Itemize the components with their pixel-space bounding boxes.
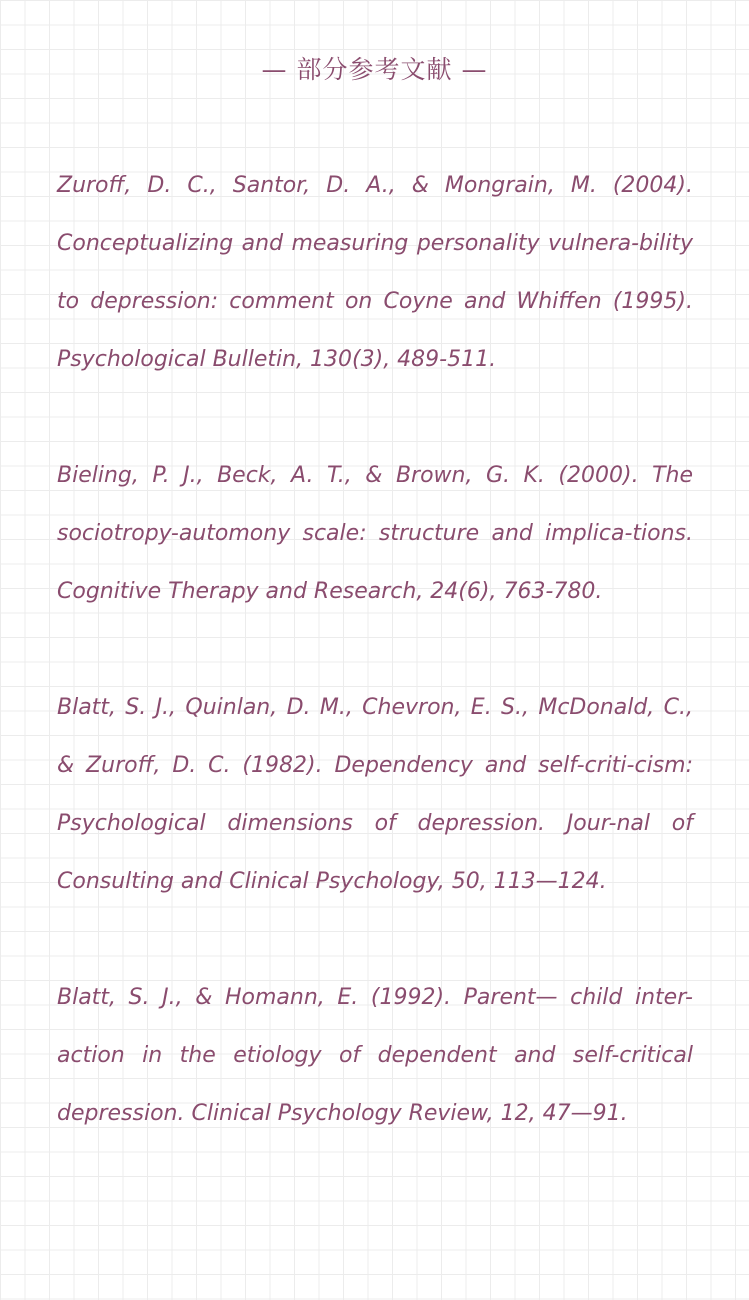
reference-item: Blatt, S. J., Quinlan, D. M., Chevron, E. S., McDonald, C., & Zuroff, D. C. (1982). Dependency and self-criti-cism: Psychological dimensions of depression. Jour-nal of Consulting and Clinical Psychology, 50, 113—124.: [57, 695, 693, 894]
section-title: — 部分参考文献 —: [261, 55, 488, 84]
reference-item: Bieling, P. J., Beck, A. T., & Brown, G. K. (2000). The sociotropy-automony scale: structure and implica-tions. Cognitive Therapy and Research, 24(6), 763-780.: [57, 463, 693, 604]
reference-item: Blatt, S. J., & Homann, E. (1992). Parent— child inter-action in the etiology of dependent and self-critical depression. Clinical Psychology Review, 12, 47—91.: [57, 985, 693, 1126]
reference-list: [57, 157, 693, 1201]
reference-item: Zuroff, D. C., Santor, D. A., & Mongrain, M. (2004). Conceptualizing and measuring personality vulnera-bility to depression: comment on Coyne and Whiffen (1995). Psychological Bulletin, 130(3), 489-511.: [57, 173, 693, 372]
